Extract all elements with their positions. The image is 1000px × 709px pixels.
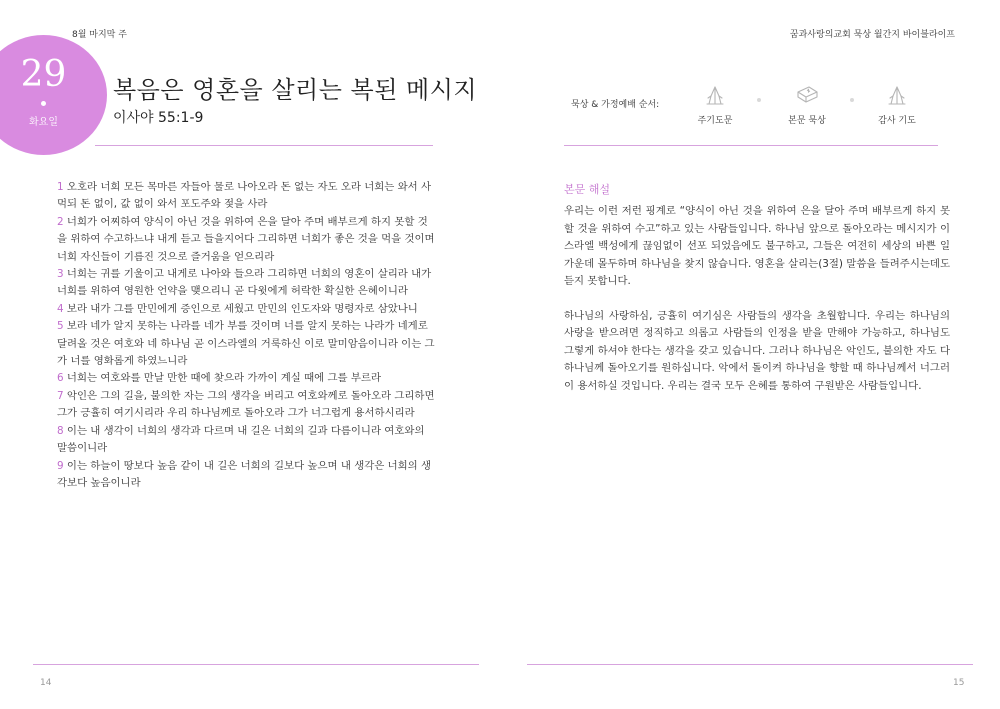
verse-text: 오호라 너희 모든 목마른 자들아 물로 나아오라 돈 없는 자도 오라 너희는 와서 사 먹되 돈 없이, 값 없이 와서 포도주와 젖을 사라 xyxy=(57,181,432,211)
verse-text: 너희는 귀를 기울이고 내게로 나아와 들으라 그리하면 너희의 영혼이 살리라 내가 너희를 위하여 영원한 언약을 맺으리니 곧 다윗에게 허락한 확실한 은혜이니라 xyxy=(57,268,432,298)
verse xyxy=(57,214,437,266)
verse-text: 이는 하늘이 땅보다 높음 같이 내 길은 너희의 길보다 높으며 내 생각은 너희의 생각보다 높음이니라 xyxy=(57,459,432,489)
verse-number: 3 xyxy=(57,268,64,281)
step-scripture-meditation xyxy=(772,84,842,126)
verse-text: 너희가 어찌하여 양식이 아닌 것을 위하여 은을 달아 주며 배부르게 하지 못할 것을 위하여 수고하느냐 내게 듣고 들을지어다 그리하면 너희가 좋은 것을 먹을 것이며 너희 자신들이 기름진 것으로 즐거움을 얻으리라 xyxy=(57,215,435,263)
verse-text: 보라 내가 그를 만민에게 증인으로 세웠고 만민의 인도자와 명령자로 삼았나니 xyxy=(63,302,418,315)
verse-number: 1 xyxy=(57,181,64,193)
title-divider xyxy=(95,145,433,146)
order-label: 묵상 & 가정예배 순서: xyxy=(571,100,660,110)
verse-text: 너희는 여호와를 만날 만한 때에 찾으라 가까이 계실 때에 그를 부르라 xyxy=(63,372,381,385)
verse-number: 5 xyxy=(57,320,64,333)
step-label: 본문 묵상 xyxy=(788,116,826,126)
commentary-paragraph: 하나님의 사랑하심, 긍휼히 여기심은 사람들의 생각을 초월합니다. 우리는 하나님의 사랑을 받으려면 정직하고 의롭고 사람들의 인정을 받을 만해야 가능하고, 하나님도 그렇게 하셔야 한다는 생각을 갖고 있습니다. 그러나 하나님은 악인도, 불의한 자도 다 하나님께 돌아오기를 원하십니다. 악에서 돌이켜 하나님을 향할 때 하나님께서 너그러이 용서하실 것입니다. 우리는 결국 모두 은혜를 통하여 구원받은 사람들입니다. xyxy=(564,309,950,392)
day-number: 29 xyxy=(20,54,67,95)
step-thanksgiving-prayer xyxy=(862,84,932,126)
verse-text: 보라 네가 알지 못하는 나라를 네가 부를 것이며 너를 알지 못하는 나라가 네게로 달려올 것은 여호와 네 하나님 곧 이스라엘의 거룩하신 이로 말미암음이니라 이는 그가 너를 영화롭게 하였느니라 xyxy=(57,320,435,368)
verse xyxy=(57,301,437,318)
step-lords-prayer xyxy=(680,84,750,126)
page-number-left: 14 xyxy=(40,678,52,688)
weekday-label: 화요일 xyxy=(29,117,58,128)
scripture-reference: 이사야 55:1-9 xyxy=(113,110,204,126)
praying-hands-icon xyxy=(702,84,728,108)
commentary-heading: 본문 해설 xyxy=(564,183,611,196)
verse-text: 악인은 그의 길을, 불의한 자는 그의 생각을 버리고 여호와께로 돌아오라 그리하면 그가 긍휼히 여기시리라 우리 하나님께로 돌아오라 그가 너그럽게 용서하시리라 xyxy=(57,389,435,420)
date-dot-decoration xyxy=(41,101,46,106)
separator-dot xyxy=(850,98,854,102)
bible-icon xyxy=(794,84,820,108)
praying-hands-icon xyxy=(884,84,910,108)
running-header-left: 8월 마지막 주 xyxy=(72,30,127,40)
verse-text: 이는 내 생각이 너희의 생각과 다르며 내 길은 너희의 길과 다름이니라 여호와의 말씀이니라 xyxy=(57,424,425,455)
verse xyxy=(57,388,437,423)
step-label: 감사 기도 xyxy=(878,116,916,126)
order-divider xyxy=(564,145,938,146)
step-label: 주기도문 xyxy=(697,116,733,126)
page-title: 복음은 영혼을 살리는 복된 메시지 xyxy=(113,76,478,104)
verse-number: 8 xyxy=(57,424,64,437)
commentary-paragraph: 우리는 이런 저런 핑계로 “양식이 아닌 것을 위하여 은을 달아 주며 배부르게 하지 못할 것을 위하여 수고”하고 있는 사람들입니다. 하나님 앞으로 돌아오라는 메시지가 이스라엘 백성에게 끊임없이 선포 되었음에도 불구하고, 그들은 여전히 세상의 바쁜 일 가운데 몰두하며 하나님을 찾지 않습니다. 영혼을 살리는(3절) 말씀을 들려주시는데도 듣지 못합니다. xyxy=(564,205,950,287)
verse xyxy=(57,179,437,214)
verse xyxy=(57,266,437,301)
commentary-body xyxy=(564,203,950,412)
verse xyxy=(57,318,437,370)
page-number-right: 15 xyxy=(953,678,965,688)
verse-number: 7 xyxy=(57,389,64,402)
verse-number: 6 xyxy=(57,372,64,385)
verse xyxy=(57,458,437,493)
footer-divider-right xyxy=(527,664,973,665)
verse-number: 4 xyxy=(57,302,64,315)
verse xyxy=(57,370,437,387)
separator-dot xyxy=(757,98,761,102)
running-header-right: 꿈과사랑의교회 묵상 월간지 바이블라이프 xyxy=(789,30,955,40)
verse-number: 9 xyxy=(57,459,64,472)
verse-number: 2 xyxy=(57,215,64,228)
verse xyxy=(57,423,437,458)
date-badge xyxy=(0,35,107,155)
scripture-text xyxy=(57,179,437,492)
footer-divider-left xyxy=(33,664,479,665)
